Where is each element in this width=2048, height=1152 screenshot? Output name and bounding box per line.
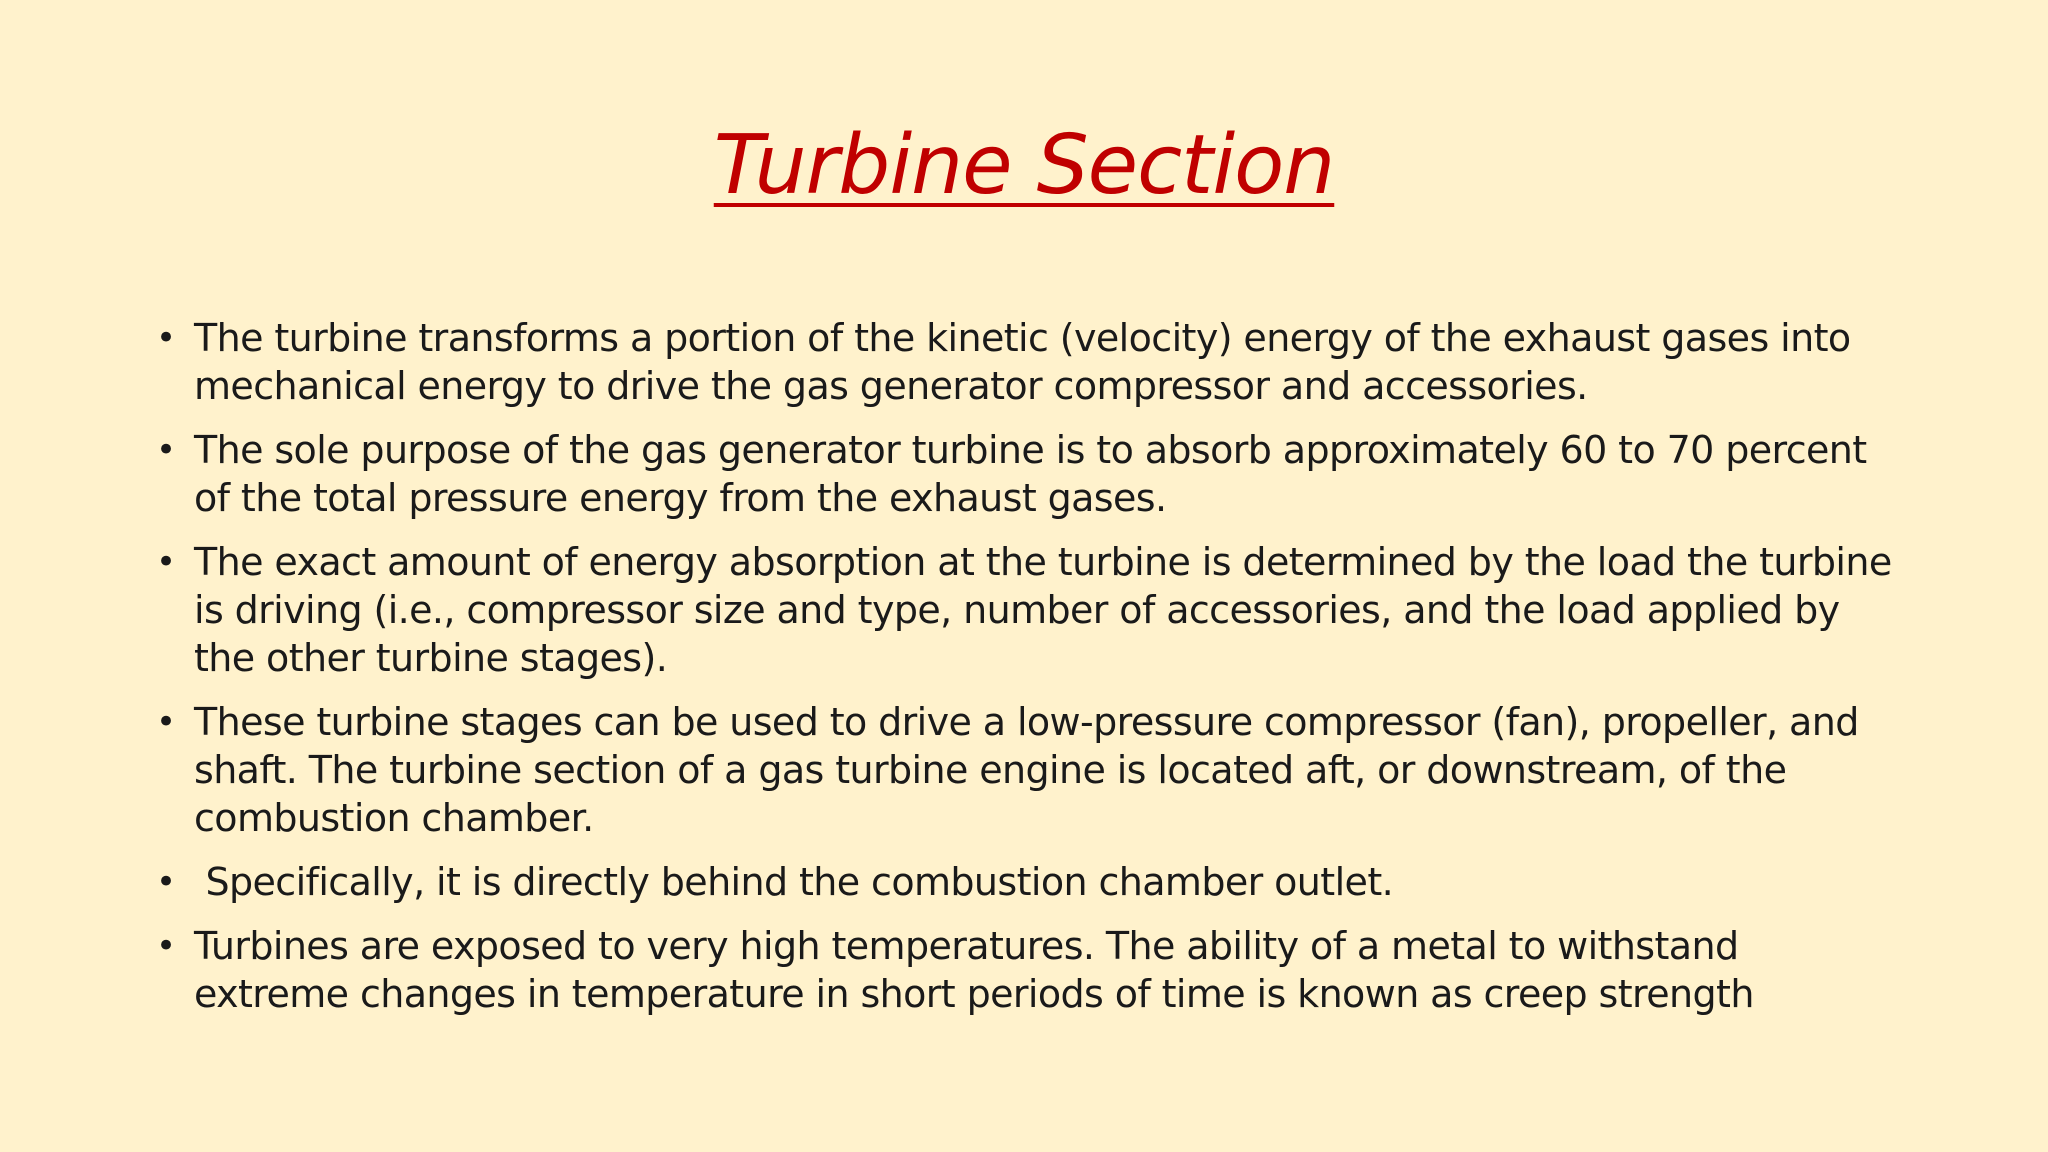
bullet-text: Turbines are exposed to very high temperatures. The ability of a metal to withstand extreme changes in temperature in short periods of time is known as creep strength	[194, 924, 1754, 1016]
bullet-text: Specifically, it is directly behind the combustion chamber outlet.	[194, 860, 1394, 904]
bullet-item	[152, 858, 1892, 906]
bullet-item	[152, 922, 1892, 1018]
bullet-item	[152, 698, 1892, 842]
bullet-text: These turbine stages can be used to drive a low-pressure compressor (fan), propeller, and shaft. The turbine section of a gas turbine engine is located aft, or downstream, of the combustion chamber.	[194, 700, 1859, 840]
bullet-text: The sole purpose of the gas generator turbine is to absorb approximately 60 to 70 percent of the total pressure energy from the exhaust gases.	[194, 428, 1867, 520]
bullet-dot-icon: •	[156, 702, 176, 742]
slide-title: Turbine Section	[713, 118, 1335, 213]
bullet-list	[152, 314, 1892, 1034]
bullet-item	[152, 538, 1892, 682]
bullet-text: The turbine transforms a portion of the kinetic (velocity) energy of the exhaust gases into mechanical energy to drive the gas generator compressor and accessories.	[194, 316, 1851, 408]
bullet-item	[152, 314, 1892, 410]
bullet-dot-icon: •	[156, 542, 176, 582]
bullet-dot-icon: •	[156, 926, 176, 966]
bullet-dot-icon: •	[156, 318, 176, 358]
bullet-dot-icon: •	[156, 430, 176, 470]
bullet-text: The exact amount of energy absorption at the turbine is determined by the load the turbine is driving (i.e., compressor size and type, number of accessories, and the load applied by the other turbine stages).	[194, 540, 1892, 680]
bullet-item	[152, 426, 1892, 522]
bullet-dot-icon: •	[156, 862, 176, 902]
